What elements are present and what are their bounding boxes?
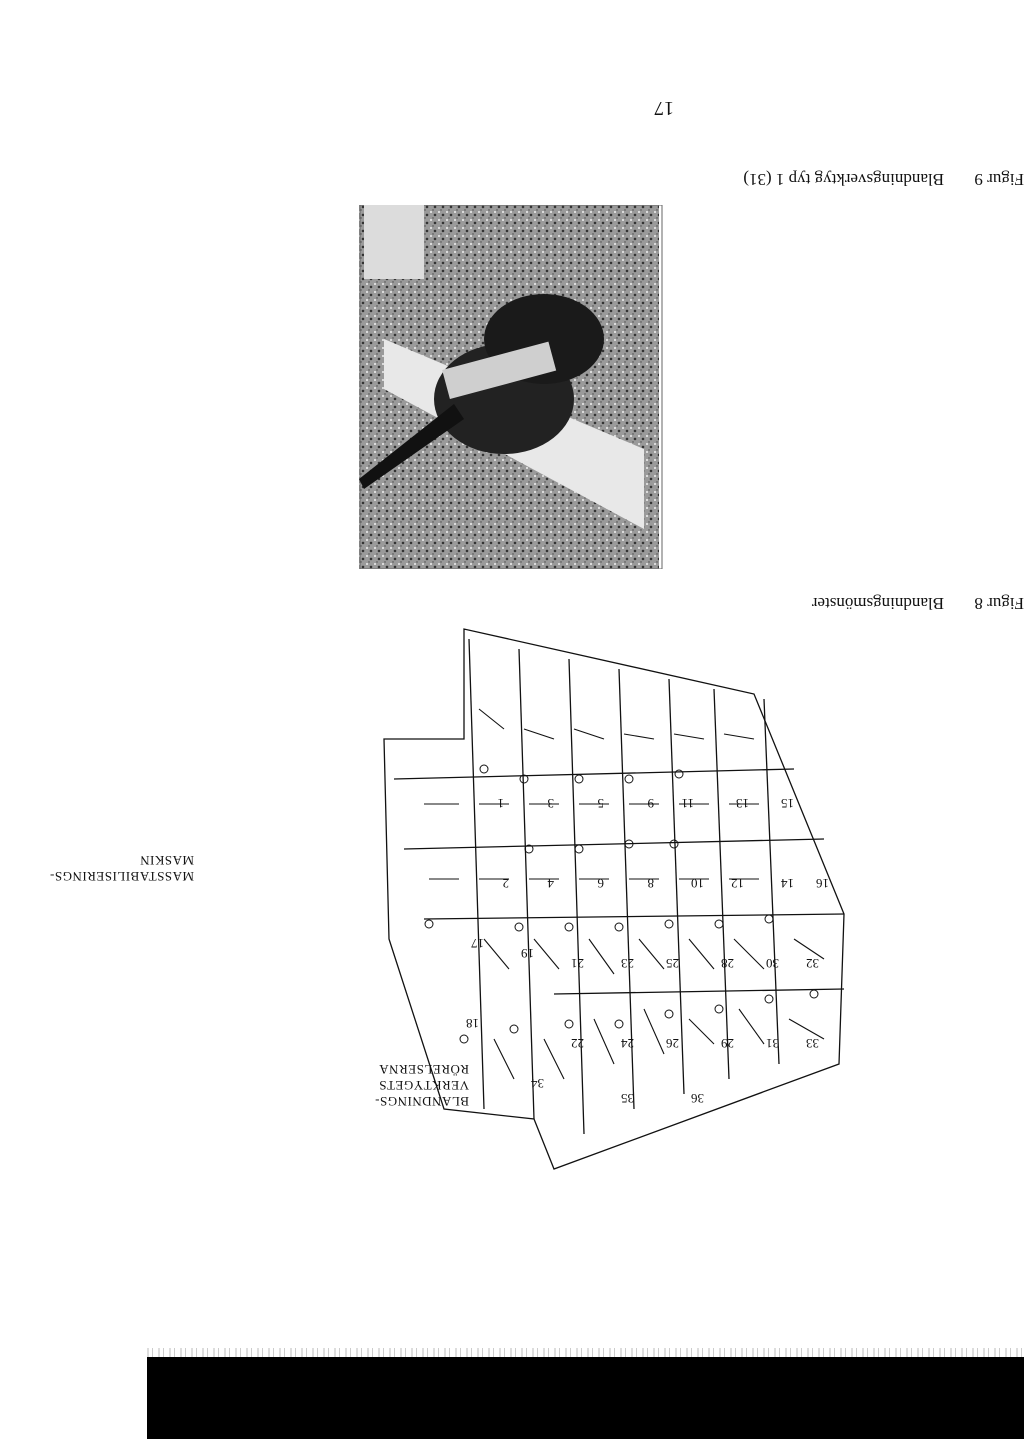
cell-label: 12: [731, 876, 744, 891]
figure9-caption-text: Blandningsverktyg typ 1 (31): [743, 170, 944, 189]
black-scan-bar: [147, 1357, 1024, 1439]
machine-label-line: MASSTABILISERINGS-: [49, 869, 194, 884]
tool-movement-label: [375, 1061, 469, 1109]
cell-label: 1: [497, 796, 504, 811]
cell-label: 31: [766, 1036, 779, 1051]
figure8-diagram: [0, 619, 1024, 1439]
machine-label: [50, 852, 194, 884]
cell-label: 34: [531, 1076, 544, 1091]
cell-label: 24: [621, 1036, 634, 1051]
cell-label: 32: [806, 956, 819, 971]
cell-label: 29: [721, 1036, 734, 1051]
cell-label: 6: [597, 876, 604, 891]
cell-label: 2: [502, 876, 509, 891]
cell-label: 35: [621, 1091, 634, 1106]
page-number: 17: [654, 97, 674, 119]
machine-label-line: MASKIN: [139, 853, 194, 868]
cell-label: 14: [781, 876, 794, 891]
cell-label: 4: [547, 876, 554, 891]
cell-label: 16: [816, 876, 829, 891]
cell-label: 23: [621, 956, 634, 971]
cell-label: 15: [781, 796, 794, 811]
mixing-tool-photo: [0, 205, 1024, 569]
cell-label: 5: [597, 796, 604, 811]
cell-label: 21: [571, 956, 584, 971]
cell-label: 22: [571, 1036, 584, 1051]
cell-label: 19: [521, 946, 534, 961]
figure8-caption-text: Blandningsmönster: [811, 594, 944, 613]
cell-label: 8: [647, 876, 654, 891]
figure9-label: Figur 9: [974, 170, 1024, 189]
cell-label: 18: [466, 1016, 479, 1031]
cell-label: 13: [736, 796, 749, 811]
tool-label-line: BLANDNINGS-: [374, 1094, 469, 1109]
cell-label: 10: [691, 876, 704, 891]
cell-label: 11: [681, 796, 694, 811]
cell-label: 30: [766, 956, 779, 971]
cell-label: 25: [666, 956, 679, 971]
tool-label-line: VERKTYGETS: [378, 1078, 469, 1093]
cell-label: 3: [547, 796, 554, 811]
mixing-pattern-diagram: [0, 619, 1024, 1439]
cell-label: 26: [666, 1036, 679, 1051]
figure9-photo: [0, 205, 1024, 569]
tool-label-line: RÖRELSERNA: [378, 1062, 469, 1077]
cell-label: 33: [806, 1036, 819, 1051]
figure8-label: Figur 8: [974, 594, 1024, 613]
cell-label: 36: [691, 1091, 704, 1106]
cell-label: 17: [471, 936, 484, 951]
cell-label: 9: [647, 796, 654, 811]
cell-label: 28: [721, 956, 734, 971]
